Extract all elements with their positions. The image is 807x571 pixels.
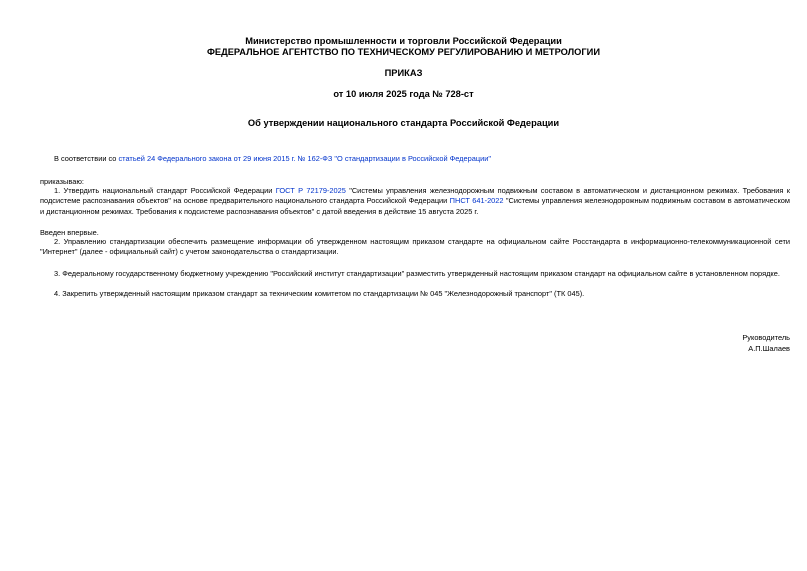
item-1-part3: "Системы управления железнодорожным подвижным составом в автоматическом и дистанционном режимах. Требования к подсистеме распознавания объектов" с датой введения в действие 15 августа 2025 г. xyxy=(40,196,790,216)
signatory-name: А.П.Шалаев xyxy=(748,343,790,353)
signatory-position: Руководитель xyxy=(742,333,790,342)
pnst-link[interactable]: ПНСТ 641-2022 xyxy=(449,196,504,206)
order-heading: ПРИКАЗ xyxy=(384,68,423,78)
item-1-part2: "Системы управления железнодорожным подвижным составом в автоматическом и дистанционном режимах. Требования к подсистеме распознавания объектов" на основе предварительного национального стандарта Российской Федерации xyxy=(40,186,790,206)
item-1-part1: 1. Утвердить национальный стандарт Российской Федерации xyxy=(54,186,276,195)
agency-name: ФЕДЕРАЛЬНОЕ АГЕНТСТВО ПО ТЕХНИЧЕСКОМУ РЕГУЛИРОВАНИЮ И МЕТРОЛОГИИ xyxy=(206,47,601,57)
introduced-first-time: Введен впервые. xyxy=(40,228,99,237)
basis-prefix: В соответствии со xyxy=(54,154,119,163)
item-4-paragraph: 4. Закрепить утвержденный настоящим приказом стандарт за техническим комитетом по стандартизации № 045 "Железнодорожный транспорт" (ТК 045). xyxy=(54,289,585,298)
federal-law-link[interactable]: статьей 24 Федерального закона от 29 июня 2015 г. № 162-ФЗ "О стандартизации в Российской Федерации" xyxy=(118,154,491,163)
item-1-paragraph xyxy=(40,186,790,217)
signature-block xyxy=(742,333,790,354)
document-title: Об утверждении национального стандарта Российской Федерации xyxy=(247,118,560,128)
item-3-paragraph: 3. Федеральному государственному бюджетному учреждению "Российский институт стандартизации" разместить утвержденный настоящим приказом стандарт на официальном сайте в установленном порядке. xyxy=(54,269,780,278)
order-date-number: от 10 июля 2025 года № 728-ст xyxy=(333,89,474,99)
ministry-name: Министерство промышленности и торговли Российской Федерации xyxy=(245,36,562,46)
gost-link[interactable]: ГОСТ Р 72179-2025 xyxy=(275,186,346,195)
prikazyvayu-line: приказываю: xyxy=(40,177,84,186)
basis-paragraph xyxy=(40,154,790,164)
item-2-paragraph: 2. Управлению стандартизации обеспечить размещение информации об утвержденном настоящим приказом стандарте на официальном сайте Росстандарта в информационно-телекоммуникационной сети "Интернет" (далее - официальный сайт) с учетом законодательства о стандартизации. xyxy=(40,237,790,257)
